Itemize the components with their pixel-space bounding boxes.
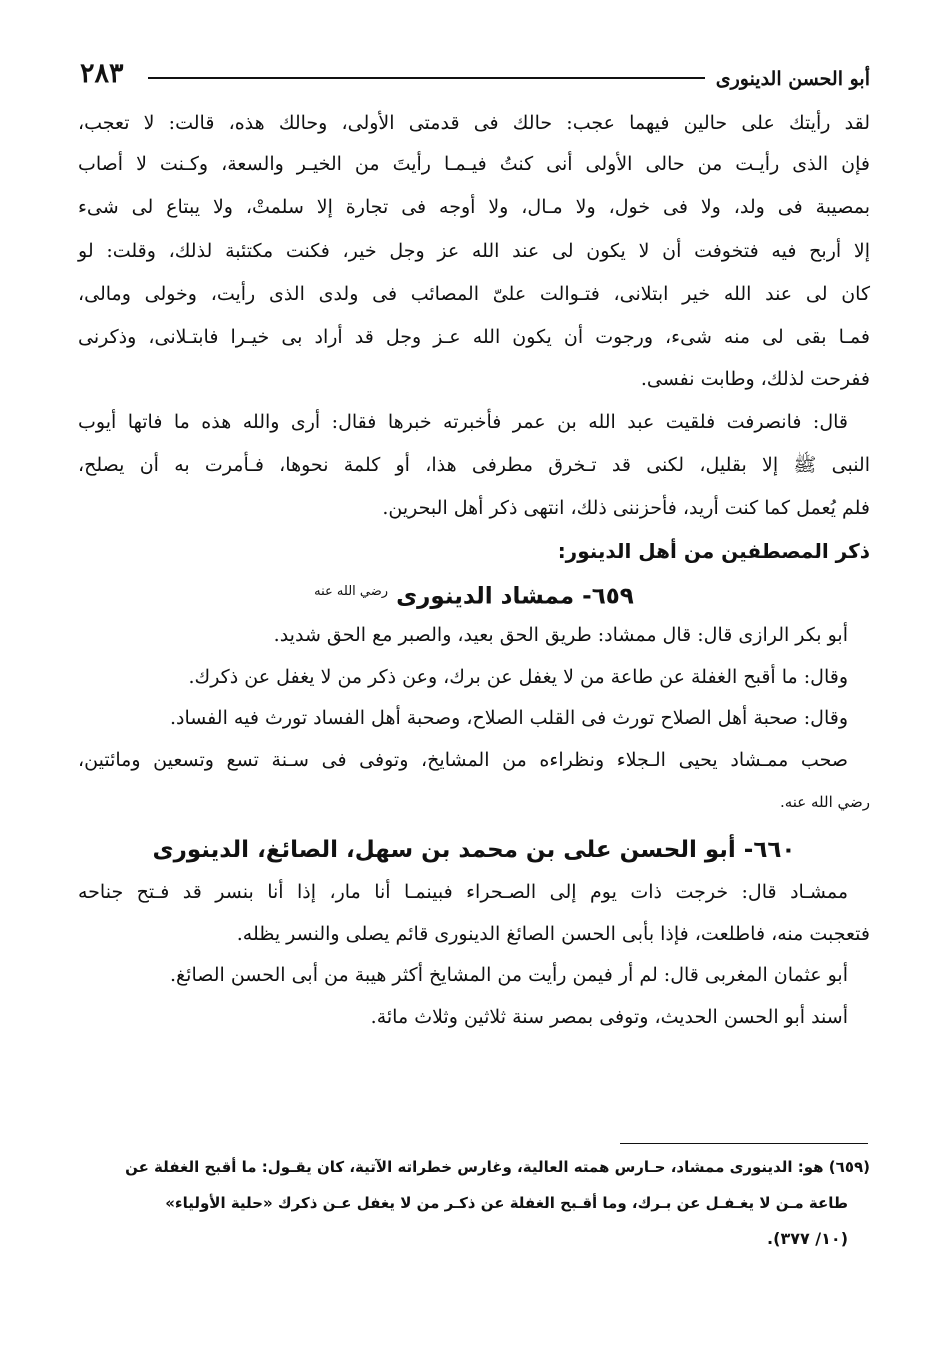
bio-659-line: وقال: ما أقبح الغفلة عن طاعة من لا يغفل عن برك، وعن ذكر من لا يغفل عن ذكرك. xyxy=(188,666,848,688)
bio-659-line: أبو بكر الرازى قال: قال ممشاد: طريق الحق بعيد، والصبر مع الحق شديد. xyxy=(273,624,848,646)
header-rule xyxy=(148,77,705,79)
footnote-rule xyxy=(620,1143,868,1144)
biography-heading-659-text: ٦٥٩- ممشاد الدينورى xyxy=(396,583,634,610)
bio-659-line: صحب ممـشاد يحيى الـجلاء ونظراءه من المشايخ، وتوفى فى سـنة تسع وتسعين ومائتين، xyxy=(78,749,848,771)
honorific-ligature: رضي الله عنه xyxy=(314,584,389,599)
footnote-line: (١٠/ ٣٧٧). xyxy=(767,1229,848,1248)
bio-659-line: رضي الله عنه. xyxy=(779,793,870,811)
body-line: كان لى عند الله خير ابتلانى، فتـوالت علىّ المصائب فى ولدى الذى رأيت، وخولى ومالى، xyxy=(78,283,870,305)
body-line: فإن الذى رأيـت من حالى الأولى أنى كنتُ فيـمـا رأيتَ من الخيـر والسعة، وكـنت لا أصاب xyxy=(78,153,870,175)
biography-heading-660: ٦٦٠- أبو الحسن على بن محمد بن سهل، الصائغ، الدينورى xyxy=(152,837,796,863)
page-number: ٢٨٣ xyxy=(80,58,124,89)
body-line: قال: فانصرفت فلقيت عبد الله بن عمر فأخبرته خبرها فقال: أرى والله هذه ما فاتها أيوب xyxy=(78,411,848,433)
bio-660-line: فتعجبت منه، فاطلعت، فإذا بأبى الحسن الصائغ الدينورى قائم يصلى والنسر يظله. xyxy=(236,923,870,945)
body-line: بمصيبة فى ولد، ولا فى خول، ولا مـال، ولا أوجه فى تجارة إلا سلمتْ، ولا يبتاع لى شىء xyxy=(78,196,870,218)
footnote-line: طاعة مـن لا يغـفـل عن بـرك، وما أقـبح الغفلة عن ذكـر من لا يغفل عـن ذكرك «حلية الأولياء» xyxy=(165,1194,848,1212)
running-title: أبو الحسن الدينورى xyxy=(715,68,870,90)
body-line: ففرحت لذلك، وطابت نفسى. xyxy=(640,368,870,390)
body-line: إلا أربح فيه فتخوفت أن لا يكون لى عند الله عز وجل خير، فكنت مكتئبة لذلك، وقلت: لو xyxy=(78,240,870,262)
body-line: فلم يُعمل كما كنت أريد، فأحزننى ذلك، انتهى ذكر أهل البحرين. xyxy=(382,497,870,519)
bio-659-line: وقال: صحبة أهل الصلاح تورث فى القلب الصلاح، وصحبة أهل الفساد تورث فيه الفساد. xyxy=(169,707,848,729)
body-line: لقد رأيتك على حالين فيهما عجب: حالك فى قدمتى الأولى، وحالك هذه، قالت: لا تعجب، xyxy=(78,112,870,134)
bio-660-line: أسند أبو الحسن الحديث، وتوفى بمصر سنة ثلاثين وثلاث مائة. xyxy=(370,1006,848,1028)
footnote-line: (٦٥٩) هو: الدينورى ممشاد، حـارس همته العالية، وغارس خطراته الآتية، كان يقـول: ما أقبح الغفلة عن xyxy=(125,1158,870,1176)
bio-660-line: أبو عثمان المغربى قال: لم أر فيمن رأيت من المشايخ أكثر هيبة من أبى الحسن الصائغ. xyxy=(170,964,848,986)
page-header xyxy=(80,58,870,98)
body-line: النبى ﷺ إلا بقليل، لكنى قد تـخرق مطرفى هذا، أو كلمة نحوها، فـأمرت به أن يصلح، xyxy=(78,454,870,476)
biography-heading-659 xyxy=(78,570,870,614)
bio-660-line: ممشـاد قال: خرجت ذات يوم إلى الصـحراء فبينمـا أنا مار، إذا أنا بنسر قد فـتح جناحه xyxy=(78,881,848,903)
body-line: فمـا بقى لى منه شىء، ورجوت أن يكون الله عـز وجل قد أراد بى خيـرا فابتـلانى، وذكرنى xyxy=(78,326,870,348)
section-heading: ذكر المصطفين من أهل الدينور: xyxy=(557,539,870,563)
